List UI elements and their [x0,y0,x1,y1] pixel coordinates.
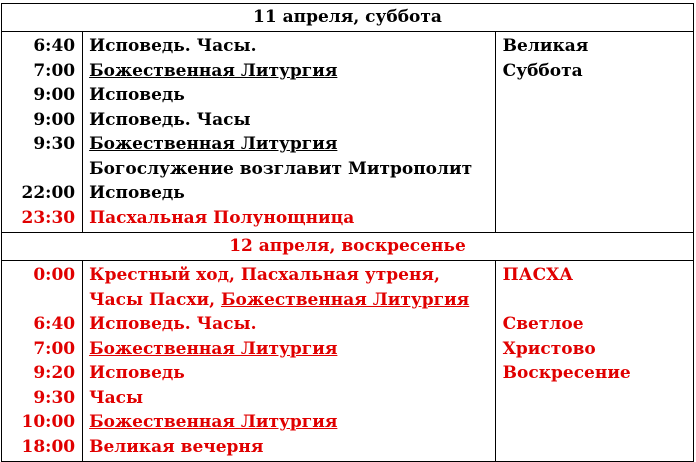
service-line [83,337,495,362]
service-line [83,361,495,386]
service-name: Пасхальная Полунощница [89,207,355,228]
service-line [83,132,495,157]
time-column [2,261,83,462]
service-line [83,83,495,108]
service-time: 18:00 [21,436,76,457]
day-note-column [495,32,693,233]
service-line [83,59,495,84]
service-time [2,157,82,182]
service-time: 10:00 [21,412,76,432]
service-line [83,263,495,288]
schedule-body [2,4,694,462]
service-time: 9:00 [33,109,76,130]
service-time: 22:00 [21,183,76,203]
service-time: 9:00 [33,85,76,105]
service-line [83,108,495,133]
service-name: Часы [89,387,144,408]
day-note: Светлое [502,314,584,334]
service-time: 6:40 [33,314,76,334]
service-line [83,206,495,231]
service-name: Исповедь. Часы. [89,314,257,334]
service-line [83,435,495,460]
day-header: 12 апреля, воскресенье [2,233,694,261]
service-line [83,312,495,337]
service-line [83,181,495,206]
service-time: 9:30 [33,387,76,408]
service-line [83,410,495,435]
service-time: 6:40 [33,36,76,56]
day-note: Христово [502,338,596,359]
service-line [83,386,495,411]
time-column [2,32,83,233]
schedule-table [1,3,694,462]
day-note: Великая [502,36,589,56]
day-note: Суббота [502,60,583,81]
day-note [496,288,693,313]
service-time: 9:20 [33,363,76,383]
service-name: Часы Пасхи, [89,289,221,310]
service-line [83,288,495,313]
day-header-row [2,4,694,32]
day-schedule-row [2,32,694,233]
day-header-row [2,233,694,261]
day-note-column [495,261,693,462]
service-name: Великая вечерня [89,436,264,457]
service-column [83,32,496,233]
day-note: ПАСХА [502,265,574,285]
service-name: Исповедь. Часы. [89,36,257,56]
service-name: Исповедь. Часы [89,109,251,130]
day-schedule-row [2,261,694,462]
liturgy-title: Божественная Литургия [89,60,338,81]
service-column [83,261,496,462]
service-name: Исповедь [89,183,185,203]
service-line [83,157,495,182]
day-note: Воскресение [502,363,631,383]
service-name: Исповедь [89,363,185,383]
service-time: 7:00 [33,60,76,81]
service-name: Исповедь [89,85,185,105]
service-name: Крестный ход, Пасхальная утреня, [89,265,440,285]
service-name: Богослужение возглавит Митрополит [89,158,473,179]
liturgy-title: Божественная Литургия [89,134,338,154]
liturgy-title: Божественная Литургия [220,289,470,310]
service-line [83,34,495,59]
liturgy-title: Божественная Литургия [89,338,338,359]
liturgy-title: Божественная Литургия [89,412,338,432]
service-time [2,288,82,313]
day-header: 11 апреля, суббота [2,4,694,32]
service-time: 7:00 [33,338,76,359]
service-time: 0:00 [33,265,76,285]
service-time: 9:30 [33,134,76,154]
service-time: 23:30 [21,207,76,228]
